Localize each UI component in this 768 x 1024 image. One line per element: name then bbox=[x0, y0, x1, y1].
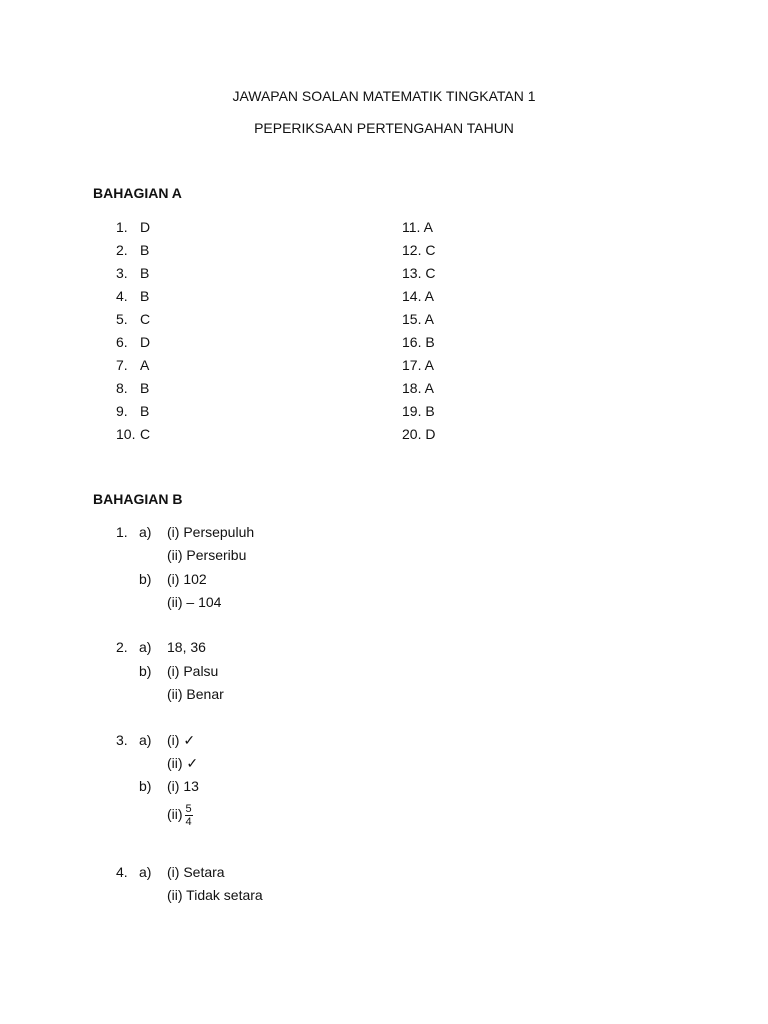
question-number: 1. bbox=[116, 524, 128, 540]
fraction bbox=[185, 803, 193, 828]
answer-item: 2. B bbox=[116, 242, 150, 258]
answer-item: 7. A bbox=[116, 357, 150, 373]
answer-item: 16. B bbox=[402, 334, 435, 350]
page-title: JAWAPAN SOALAN MATEMATIK TINGKATAN 1 bbox=[232, 88, 536, 104]
answer-item: 11. A bbox=[402, 219, 433, 235]
answer-item: 18. A bbox=[402, 380, 434, 396]
answer-text: (i) 102 bbox=[167, 571, 207, 587]
part-label: a) bbox=[139, 864, 152, 880]
answer-item: 8. B bbox=[116, 380, 150, 396]
question-number: 3. bbox=[116, 732, 128, 748]
part-label: a) bbox=[139, 639, 152, 655]
answer-text: (i) Persepuluh bbox=[167, 524, 255, 540]
answer-item: 14. A bbox=[402, 288, 434, 304]
section-b-heading: BAHAGIAN B bbox=[93, 491, 183, 507]
answer-text: (ii) bbox=[167, 806, 183, 823]
answer-text: (i) Setara bbox=[167, 864, 225, 880]
answer-item: 3. B bbox=[116, 265, 150, 281]
fraction-numerator: 5 bbox=[185, 803, 192, 815]
part-label: b) bbox=[139, 778, 152, 794]
part-label: b) bbox=[139, 571, 152, 587]
section-a-heading: BAHAGIAN A bbox=[93, 185, 182, 201]
answer-item: 20. D bbox=[402, 426, 436, 442]
answer-item: 17. A bbox=[402, 357, 434, 373]
answer-text: (ii) – 104 bbox=[167, 594, 222, 610]
answer-item: 12. C bbox=[402, 242, 436, 258]
answer-text: (ii) Tidak setara bbox=[167, 887, 263, 903]
answer-item: 19. B bbox=[402, 403, 435, 419]
answer-item: 6. D bbox=[116, 334, 151, 350]
answer-item: 9. B bbox=[116, 403, 150, 419]
question-number: 2. bbox=[116, 639, 128, 655]
answer-text: (i) 13 bbox=[167, 778, 199, 794]
answer-text: (i) Palsu bbox=[167, 663, 219, 679]
question-number: 4. bbox=[116, 864, 128, 880]
part-label: a) bbox=[139, 732, 152, 748]
answer-text: (ii) ✓ bbox=[167, 755, 199, 771]
part-label: a) bbox=[139, 524, 152, 540]
page-subtitle: PEPERIKSAAN PERTENGAHAN TAHUN bbox=[254, 120, 514, 136]
answer-item: 1. D bbox=[116, 219, 151, 235]
answer-text: (i) ✓ bbox=[167, 732, 196, 748]
fraction-denominator: 4 bbox=[185, 816, 192, 828]
part-label: b) bbox=[139, 663, 152, 679]
answer-item: 5. C bbox=[116, 311, 151, 327]
answer-text: 18, 36 bbox=[167, 639, 206, 655]
answer-item: 15. A bbox=[402, 311, 434, 327]
answer-item: 13. C bbox=[402, 265, 436, 281]
fraction-answer bbox=[167, 803, 193, 828]
answer-item: 4. B bbox=[116, 288, 150, 304]
answer-text: (ii) Benar bbox=[167, 686, 224, 702]
answer-text: (ii) Perseribu bbox=[167, 547, 247, 563]
answer-item: 10. C bbox=[116, 426, 151, 442]
